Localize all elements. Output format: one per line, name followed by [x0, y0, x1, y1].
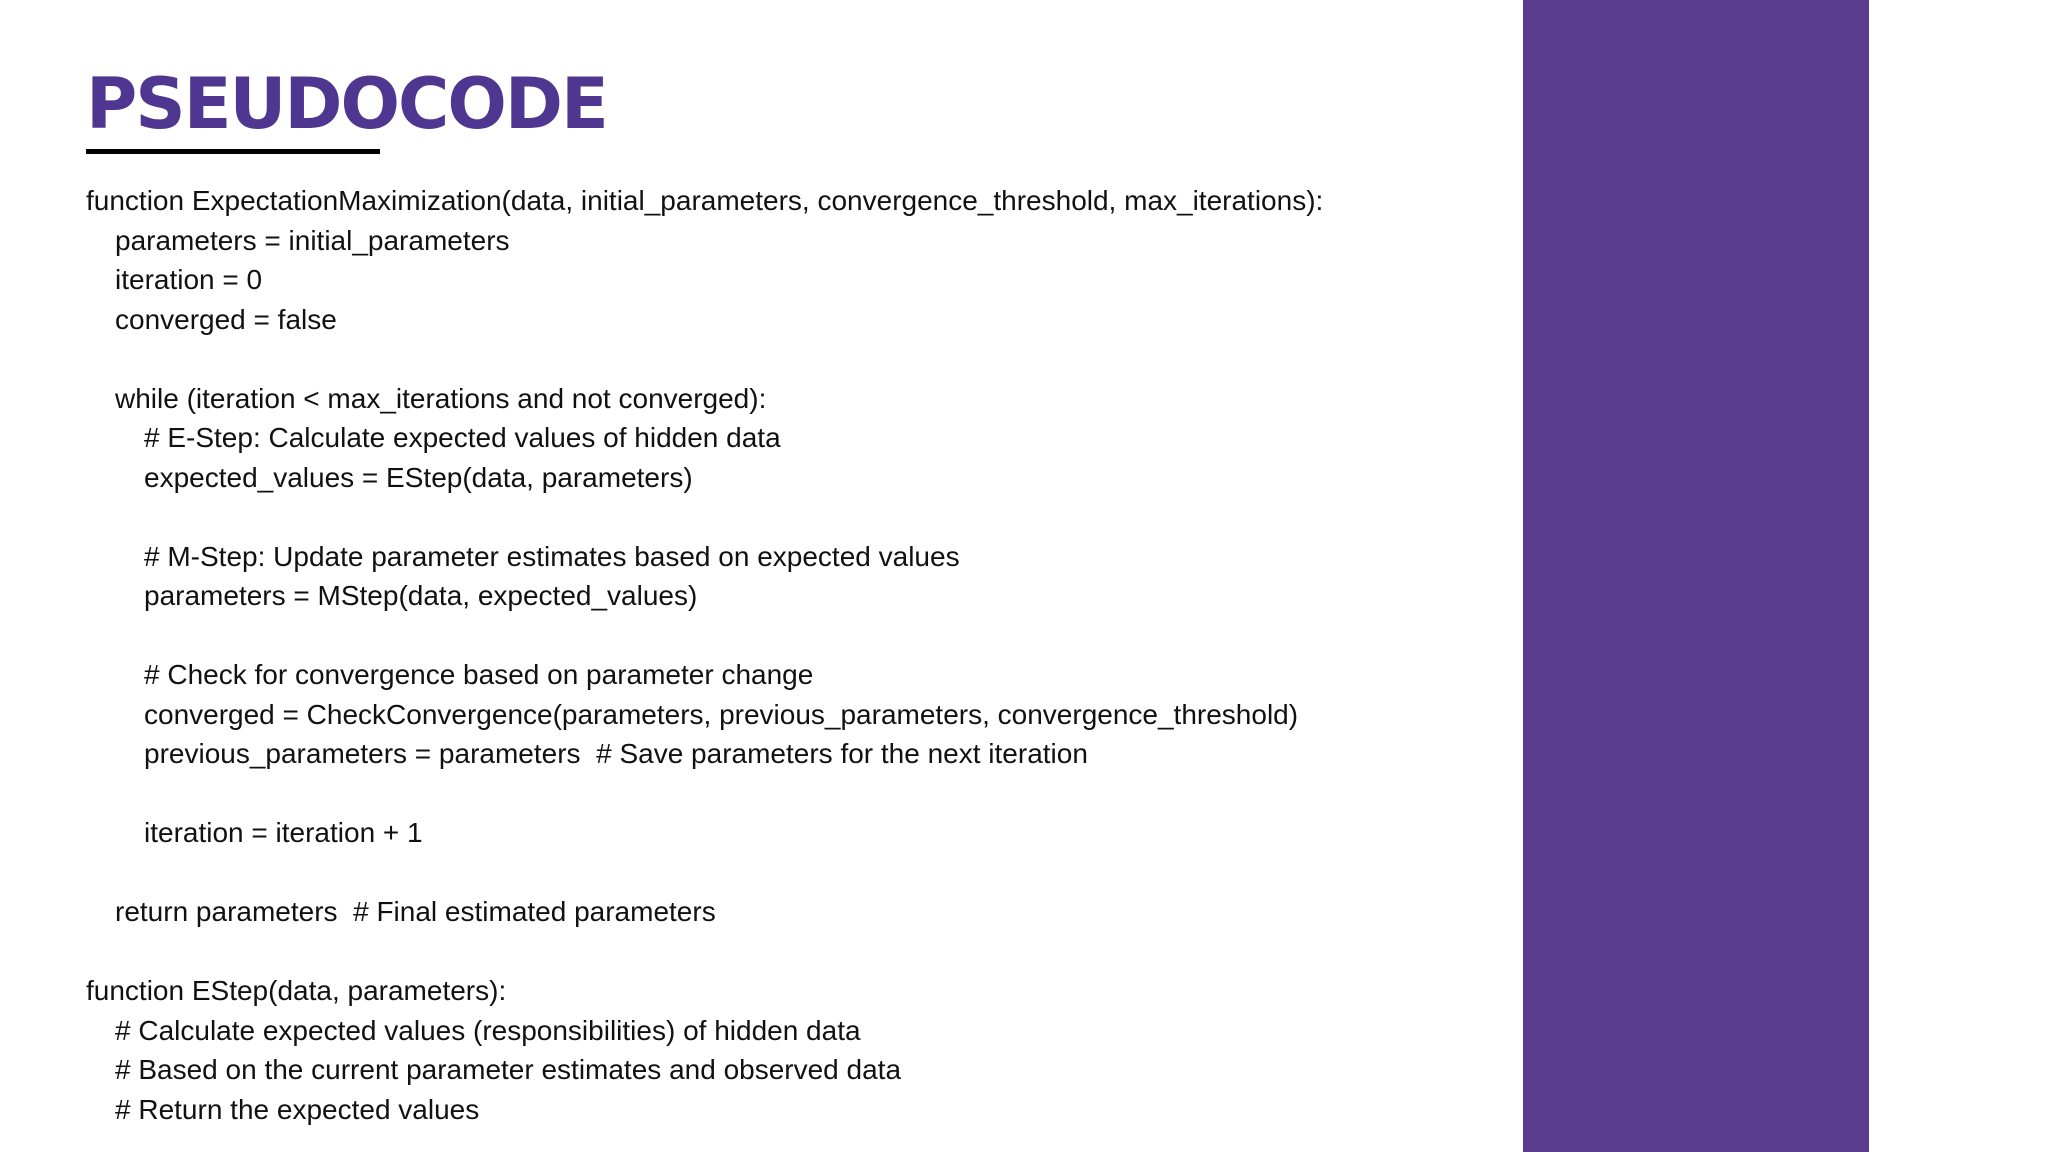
- title-underline: [86, 149, 380, 154]
- code-line: # Calculate expected values (responsibilities) of hidden data: [115, 1014, 861, 1046]
- code-line: expected_values = EStep(data, parameters): [144, 461, 693, 493]
- code-line: iteration = iteration + 1: [144, 817, 423, 848]
- pseudocode-block: [86, 181, 1486, 1129]
- code-line: # Return the expected values: [115, 1093, 480, 1125]
- slide-title: PSEUDOCODE: [86, 63, 607, 145]
- code-line: # Based on the current parameter estimates and observed data: [115, 1054, 902, 1085]
- blank-line: [86, 497, 1486, 537]
- code-line: parameters = initial_parameters: [115, 224, 510, 256]
- code-line: parameters = MStep(data, expected_values): [144, 580, 698, 611]
- code-line: converged = CheckConvergence(parameters, previous_parameters, convergence_threshold): [144, 698, 1299, 730]
- code-line: while (iteration < max_iterations and not converged):: [115, 382, 767, 414]
- blank-line: [86, 616, 1486, 656]
- code-line: function EStep(data, parameters):: [86, 975, 507, 1006]
- code-line: previous_parameters = parameters # Save parameters for the next iteration: [144, 738, 1088, 769]
- code-line: # M-Step: Update parameter estimates based on expected values: [144, 540, 960, 572]
- blank-line: [86, 853, 1486, 893]
- code-line: converged = false: [115, 303, 337, 335]
- code-line: return parameters # Final estimated parameters: [115, 896, 716, 927]
- code-line: # E-Step: Calculate expected values of hidden data: [144, 422, 781, 453]
- blank-line: [86, 339, 1486, 379]
- accent-panel: [1523, 0, 1869, 1152]
- code-line: function ExpectationMaximization(data, initial_parameters, convergence_threshold, max_iterations):: [86, 185, 1324, 216]
- blank-line: [86, 932, 1486, 972]
- blank-line: [86, 774, 1486, 814]
- code-line: iteration = 0: [115, 264, 263, 295]
- code-line: # Check for convergence based on parameter change: [144, 659, 814, 690]
